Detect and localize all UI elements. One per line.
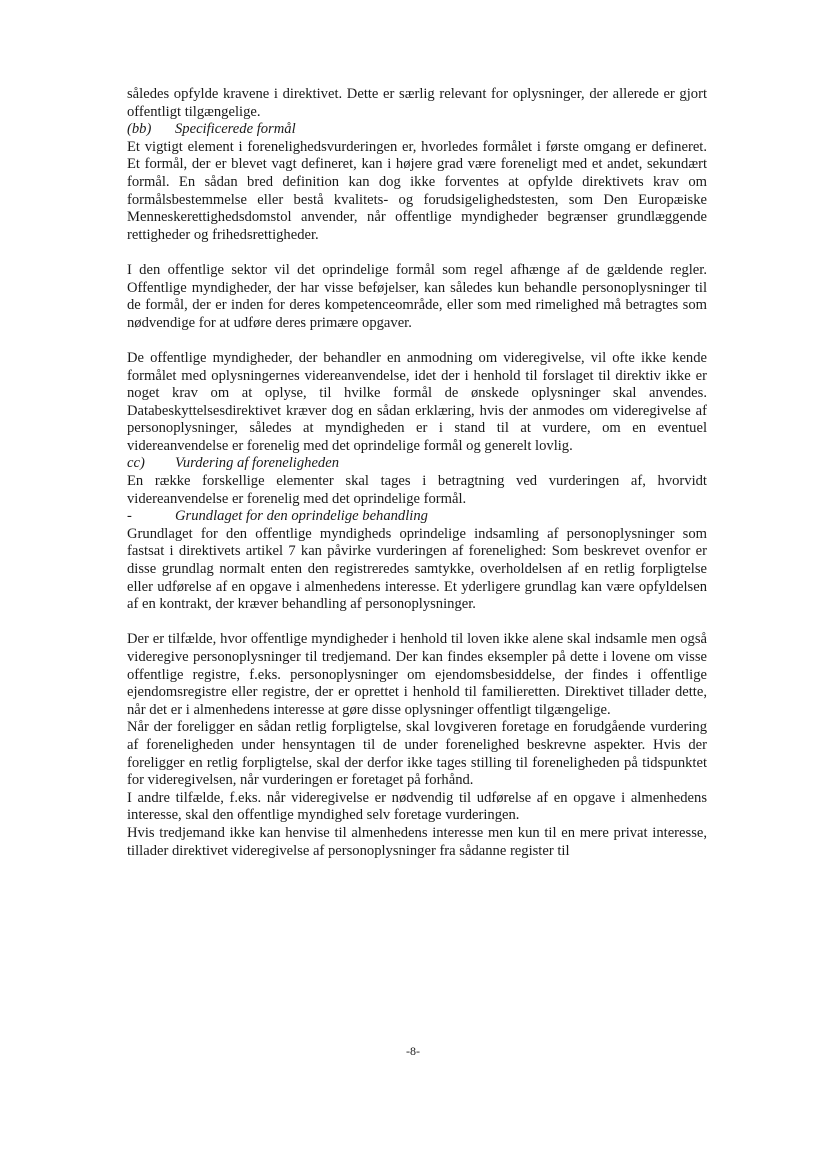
- paragraph-10: Hvis tredjemand ikke kan henvise til almenhedens interesse men kun til en mere privat interesse, tillader direktivet videregivelse af personoplysninger fra sådanne register til: [127, 824, 707, 859]
- paragraph-9: I andre tilfælde, f.eks. når videregivelse er nødvendig til udførelse af en opgave i almenhedens interesse, skal den offentlige myndighed selv foretage vurderingen.: [127, 789, 707, 824]
- heading-basis-original-processing: [127, 508, 707, 526]
- paragraph-8: Når der foreligger en sådan retlig forpligtelse, skal lovgiveren foretage en forudgående vurdering af foreneligheden under hensyntagen til de under forenelighed beskrevne aspekter. Hvis der foreligger en retlig forpligtelse, skal der derfor ikke tages stilling til foreneligheden på tidspunktet for videregivelsen, når vurderingen er foretaget på forhånd.: [127, 719, 707, 789]
- heading-title: Vurdering af foreneligheden: [175, 455, 340, 472]
- paragraph-1: således opfylde kravene i direktivet. Dette er særlig relevant for oplysninger, der allerede er gjort offentligt tilgængelige.: [127, 86, 707, 120]
- paragraph-7: Der er tilfælde, hvor offentlige myndigheder i henhold til loven ikke alene skal indsamle men også videregive personoplysninger til tredjemand. Der kan findes eksempler på dette i lovene om visse offentlige registre, f.eks. personoplysninger om ejendomsbesiddelse, der findes i offentlige ejendomsregistre eller registre, der er oprettet i henhold til familieretten. Direktivet tillader dette, når det er i almenhedens interesse at gøre disse oplysninger offentligt tilgængelige.: [127, 631, 707, 718]
- heading-title: Specificerede formål: [175, 121, 296, 138]
- heading-number: cc): [127, 455, 145, 472]
- heading-number: (bb): [127, 121, 152, 138]
- page-number: -8-: [406, 1044, 420, 1058]
- heading-compatibility-assessment: [127, 455, 707, 473]
- heading-title: Grundlaget for den oprindelige behandling: [175, 508, 428, 525]
- paragraph-6: Grundlaget for den offentlige myndigheds oprindelige indsamling af personoplysninger som fastsat i direktivets artikel 7 kan påvirke vurderingen af forenelighed: Som beskrevet ovenfor er disse grundlag normalt enten den registreredes samtykke, overholdelsen af en retlig forpligtelse eller udførelse af en opgave i almenhedens interesse. Et yderligere grundlag kan være opfyldelsen af en kontrakt, der kræver behandling af personoplysninger.: [127, 525, 707, 613]
- heading-specified-purposes: [127, 121, 707, 139]
- document-page: [127, 86, 707, 860]
- paragraph-5: En række forskellige elementer skal tages i betragtning ved vurderingen af, hvorvidt videreanvendelse er forenelig med det oprindelige formål.: [127, 473, 707, 507]
- heading-bullet: -: [127, 508, 132, 525]
- paragraph-2: Et vigtigt element i forenelighedsvurderingen er, hvorledes formålet i første omgang er defineret. Et formål, der er blevet vagt defineret, kan i højere grad være foreneligt med et andet, sekundært formål. En sådan bred definition kan dog ikke forventes at opfylde direktivets krav om formålsbestemmelse eller bestå kvalitets- og forudsigelighedstesten, som Den Europæiske Menneskerettighedsdomstol anvender, når offentlige myndigheder begrænser grundlæggende rettigheder og frihedsrettigheder.: [127, 138, 707, 243]
- paragraph-3: I den offentlige sektor vil det oprindelige formål som regel afhænge af de gældende regler. Offentlige myndigheder, der har visse beføjelser, kan således kun behandle personoplysninger til de formål, der er inden for deres kompetenceområde, eller som med rimelighed må betragtes som nødvendige for at udføre deres primære opgaver.: [127, 261, 707, 331]
- paragraph-4: De offentlige myndigheder, der behandler en anmodning om videregivelse, vil ofte ikke kende formålet med oplysningernes videreanvendelse, idet der i henhold til forslaget til direktiv ikke er noget krav om at oplyse, til hvilke formål de ønskede oplysninger skal anvendes. Databeskyttelsesdirektivet kræver dog en sådan erklæring, hvis der anmodes om videregivelse af personoplysninger, således at myndigheden er i stand til at vurdere, om en eventuel videreanvendelse er forenelig med det oprindelige formål og generelt lovlig.: [127, 349, 707, 454]
